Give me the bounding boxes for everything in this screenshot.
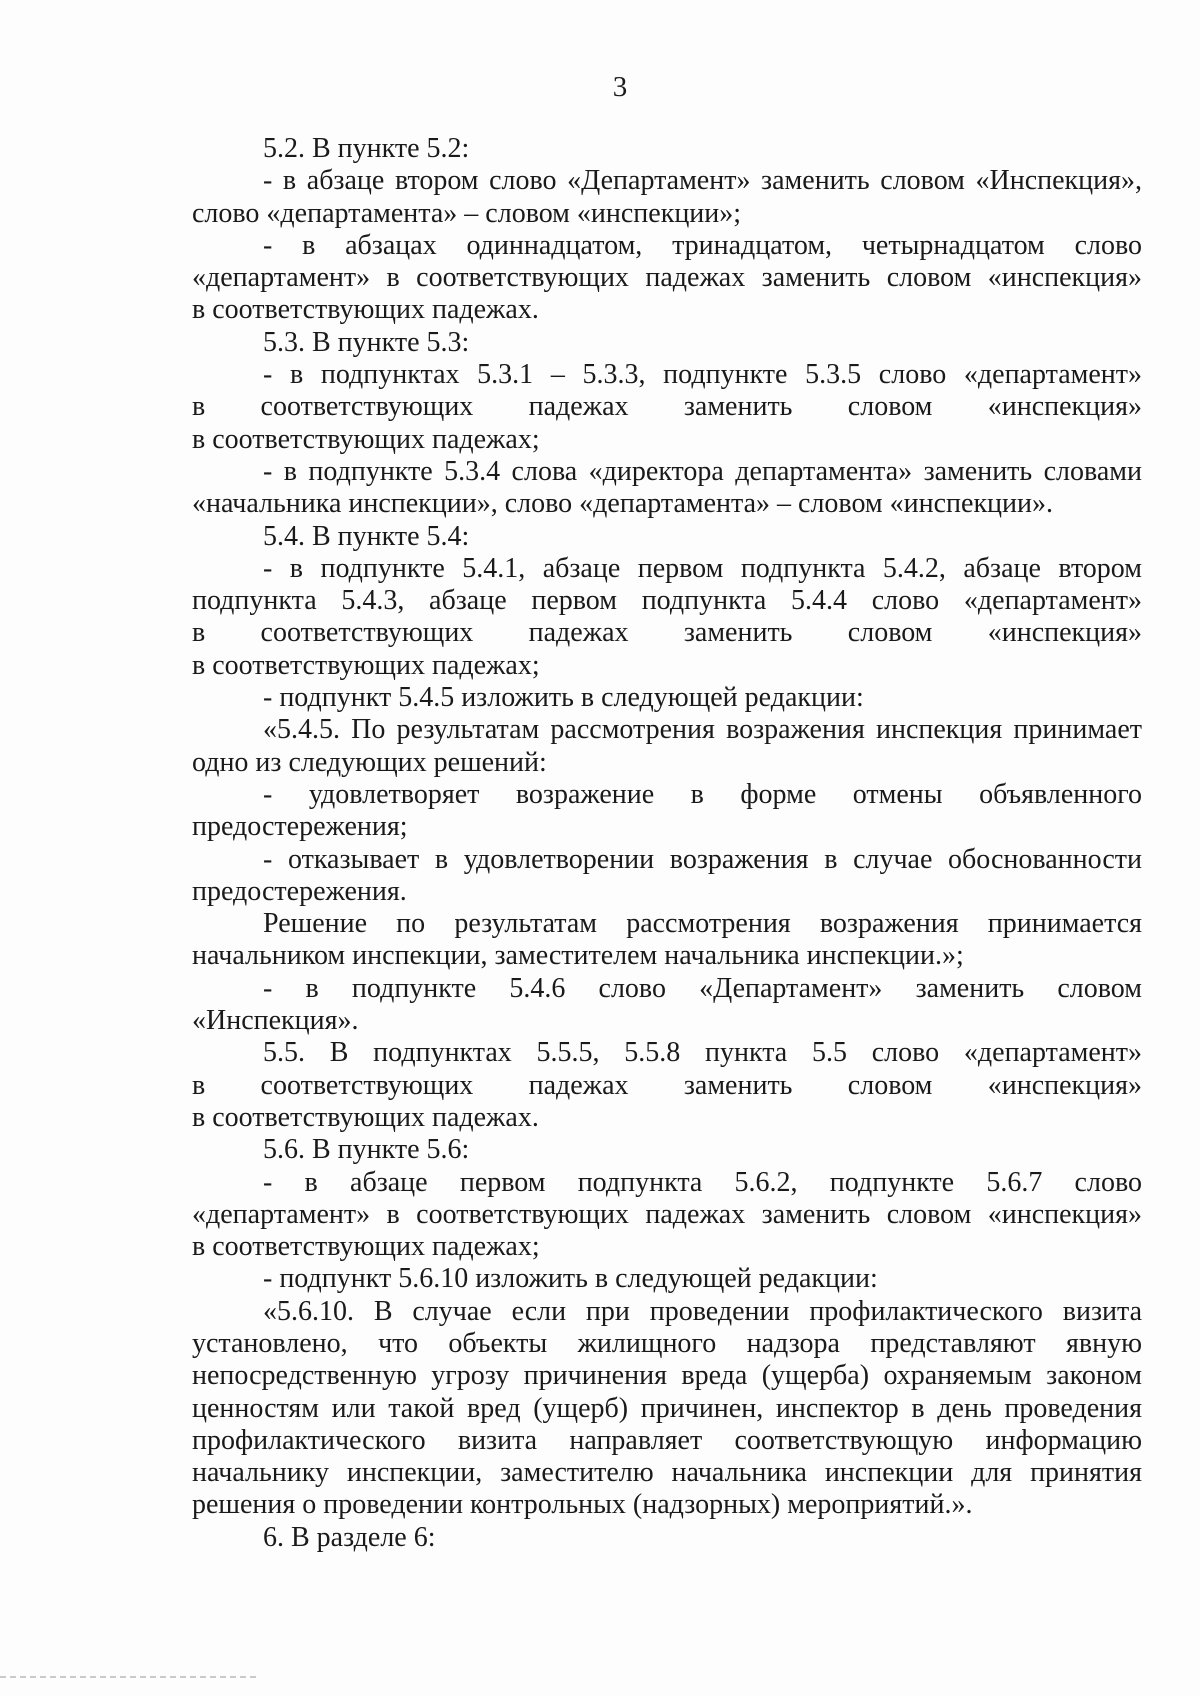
text-line: начальнику инспекции, заместителю начальника инспекции для принятия <box>192 1457 1142 1489</box>
text-line: - в абзацах одиннадцатом, тринадцатом, четырнадцатом слово <box>263 229 1142 261</box>
text-line: - в абзаце первом подпункта 5.6.2, подпункте 5.6.7 слово <box>263 1166 1142 1198</box>
text-line: в соответствующих падежах; <box>192 649 540 681</box>
text-line: начальником инспекции, заместителем начальника инспекции.»; <box>192 940 964 972</box>
text-line: 5.2. В пункте 5.2: <box>263 133 470 164</box>
text-line: 6. В разделе 6: <box>263 1521 436 1553</box>
page-number: 3 <box>612 71 628 103</box>
text-line: - в подпункте 5.4.6 слово «Департамент» заменить словом <box>263 972 1142 1004</box>
text-line: в соответствующих падежах; <box>192 423 540 455</box>
text-line: подпункта 5.4.3, абзаце первом подпункта 5.4.4 слово «департамент» <box>192 585 1142 617</box>
text-line: профилактического визита направляет соответствующую информацию <box>192 1424 1142 1456</box>
text-line: решения о проведении контрольных (надзорных) мероприятий.». <box>192 1489 973 1521</box>
text-line: слово «департамента» – словом «инспекции»; <box>192 197 742 229</box>
text-line: - в подпункте 5.3.4 слова «директора департамента» заменить словами <box>263 455 1142 487</box>
text-line: 5.5. В подпунктах 5.5.5, 5.5.8 пункта 5.5 слово «департамент» <box>263 1037 1142 1069</box>
text-line: «Инспекция». <box>192 1005 359 1037</box>
text-line: в соответствующих падежах. <box>192 1101 539 1133</box>
text-line: - в подпункте 5.4.1, абзаце первом подпункта 5.4.2, абзаце втором <box>263 552 1142 584</box>
text-line: - отказывает в удовлетворении возражения в случае обоснованности <box>263 843 1142 875</box>
scan-artifact <box>0 1676 260 1678</box>
text-line: в соответствующих падежах заменить словом «инспекция» <box>192 617 1142 649</box>
text-line: предостережения. <box>192 875 407 907</box>
text-line: предостережения; <box>192 811 408 843</box>
text-line: «департамент» в соответствующих падежах заменить словом «инспекция» <box>192 262 1142 294</box>
text-line: - в абзаце втором слово «Департамент» заменить словом «Инспекция», <box>263 165 1142 197</box>
text-line: «5.6.10. В случае если при проведении профилактического визита <box>263 1295 1142 1327</box>
text-line: «5.4.5. По результатам рассмотрения возражения инспекция принимает <box>263 714 1142 746</box>
text-line: в соответствующих падежах заменить словом «инспекция» <box>192 1069 1142 1101</box>
text-line: 5.6. В пункте 5.6: <box>263 1134 470 1166</box>
text-line: - подпункт 5.4.5 изложить в следующей редакции: <box>263 682 864 714</box>
text-line: одно из следующих решений: <box>192 746 547 778</box>
text-line: 5.4. В пункте 5.4: <box>263 520 470 552</box>
text-line: - подпункт 5.6.10 изложить в следующей редакции: <box>263 1263 878 1295</box>
text-line: в соответствующих падежах заменить словом «инспекция» <box>192 391 1142 423</box>
text-line: установлено, что объекты жилищного надзора представляют явную <box>192 1327 1142 1359</box>
text-line: «начальника инспекции», слово «департамента» – словом «инспекции». <box>192 488 1053 520</box>
text-line: «департамент» в соответствующих падежах заменить словом «инспекция» <box>192 1198 1142 1230</box>
text-line: в соответствующих падежах. <box>192 294 539 326</box>
document-body <box>192 133 1142 1554</box>
text-line: в соответствующих падежах; <box>192 1231 540 1263</box>
text-line: - в подпунктах 5.3.1 – 5.3.3, подпункте 5.3.5 слово «департамент» <box>263 359 1142 391</box>
text-line: ценностям или такой вред (ущерб) причинен, инспектор в день проведения <box>192 1392 1142 1424</box>
text-line: непосредственную угрозу причинения вреда (ущерба) охраняемым законом <box>192 1360 1142 1392</box>
text-line: - удовлетворяет возражение в форме отмены объявленного <box>263 778 1142 810</box>
text-line: Решение по результатам рассмотрения возражения принимается <box>263 908 1142 940</box>
text-line: 5.3. В пункте 5.3: <box>263 326 470 358</box>
